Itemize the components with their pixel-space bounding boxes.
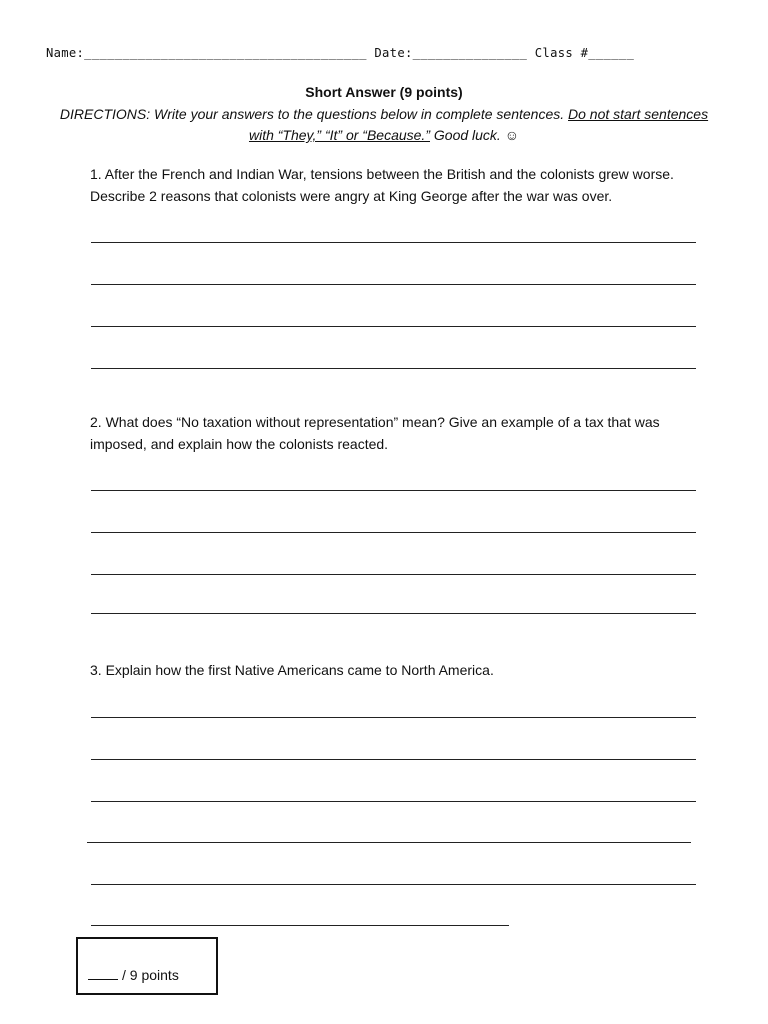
score-blank[interactable]: [88, 967, 118, 980]
directions: [48, 104, 720, 146]
directions-closing-text: Good luck. ☺: [430, 127, 519, 143]
score-text: [88, 967, 179, 983]
score-box: [76, 937, 218, 995]
answer-line[interactable]: [91, 368, 696, 369]
answer-line[interactable]: [91, 242, 696, 243]
question-1: 1. After the French and Indian War, tensions between the British and the colonists grew worse. Describe 2 reasons that colonists were angry at King George after the war was over.: [90, 166, 674, 204]
answer-line[interactable]: [91, 613, 696, 614]
header-fields-line: Name:_____________________________________ Date:_______________ Class #______: [46, 46, 635, 60]
question-3: 3. Explain how the first Native Americans came to North America.: [90, 662, 494, 678]
answer-line[interactable]: [87, 842, 691, 843]
answer-line[interactable]: [91, 884, 696, 885]
page-title: Short Answer (9 points): [305, 84, 463, 100]
answer-line[interactable]: [91, 490, 696, 491]
answer-line-short[interactable]: [91, 925, 509, 926]
directions-text: DIRECTIONS: Write your answers to the questions below in complete sentences.: [59, 106, 569, 122]
answer-line[interactable]: [91, 284, 696, 285]
answer-line[interactable]: [91, 326, 696, 327]
answer-line[interactable]: [91, 532, 696, 533]
answer-line[interactable]: [91, 717, 696, 718]
answer-line[interactable]: [91, 574, 696, 575]
score-label: / 9 points: [122, 967, 179, 983]
answer-line[interactable]: [91, 759, 696, 760]
question-2: 2. What does “No taxation without representation” mean? Give an example of a tax that was imposed, and explain how the colonists reacted.: [90, 414, 660, 452]
answer-line[interactable]: [91, 801, 696, 802]
directions-underlined-text: Do not start sentences with “They,” “It” or “Because.”: [248, 106, 709, 143]
